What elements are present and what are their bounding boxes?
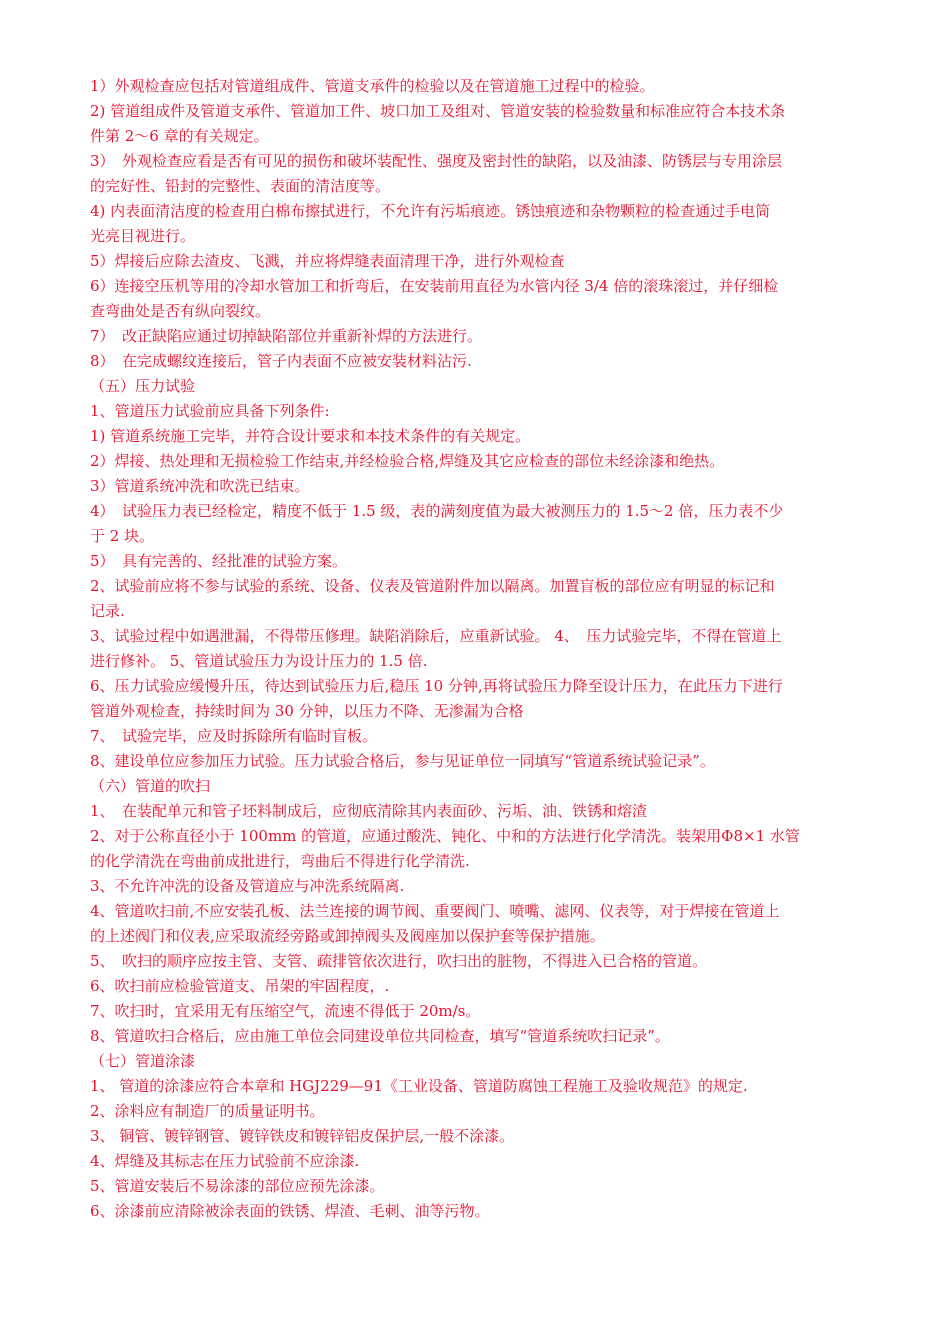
text-line: 6）连接空压机等用的冷却水管加工和折弯后，在安装前用直径为水管内径 3/4 倍的滚珠滚过，并仔细检 — [90, 277, 779, 295]
text-line: 2、对于公称直径小于 100mm 的管道，应通过酸洗、钝化、中和的方法进行化学清洗。装架用Φ8×1 水管 — [90, 827, 800, 845]
text-line: 6、压力试验应缓慢升压，待达到试验压力后,稳压 10 分钟,再将试验压力降至设计压力，在此压力下进行 — [90, 677, 783, 695]
text-line: 3）管道系统冲洗和吹洗已结束。 — [90, 477, 310, 495]
text-line: 1) 管道系统施工完毕，并符合设计要求和本技术条件的有关规定。 — [90, 427, 531, 445]
text-line: 4) 内表面清洁度的检查用白棉布擦拭进行，不允许有污垢痕迹。锈蚀痕迹和杂物颗粒的检查通过手电筒 — [90, 202, 771, 220]
text-line: 1、管道压力试验前应具备下列条件: — [90, 402, 330, 420]
text-line: （五）压力试验 — [90, 377, 196, 395]
text-line: 件第 2～6 章的有关规定。 — [90, 127, 269, 145]
text-line: 5、 吹扫的顺序应按主管、支管、疏排管依次进行，吹扫出的脏物，不得进入已合格的管道。 — [90, 952, 708, 970]
text-line: 7） 改正缺陷应通过切掉缺陷部位并重新补焊的方法进行。 — [90, 327, 483, 345]
text-line: 于 2 块。 — [90, 527, 155, 545]
text-line: 的上述阀门和仪表,应采取流经旁路或卸掉阀头及阀座加以保护套等保护措施。 — [90, 927, 605, 945]
text-line: 3、试验过程中如遇泄漏，不得带压修理。缺陷消除后，应重新试验。 4、 压力试验完毕，不得在管道上 — [90, 627, 782, 645]
text-line: 4、管道吹扫前,不应安装孔板、法兰连接的调节阀、重要阀门、喷嘴、滤网、仪表等，对于焊接在管道上 — [90, 902, 780, 920]
text-line: 5）焊接后应除去渣皮、飞溅，并应将焊缝表面清理干净，进行外观检查 — [90, 252, 565, 270]
text-line: 查弯曲处是否有纵向裂纹。 — [90, 302, 271, 320]
text-line: 2、涂料应有制造厂的质量证明书。 — [90, 1102, 325, 1120]
text-line: 1、 管道的涂漆应符合本章和 HGJ229—91《工业设备、管道防腐蚀工程施工及验收规范》的规定. — [90, 1077, 748, 1095]
document-body — [90, 74, 865, 1224]
text-line: 4） 试验压力表已经检定，精度不低于 1.5 级，表的满刻度值为最大被测压力的 1.5～2 倍，压力表不少 — [90, 502, 784, 520]
text-line: 8、管道吹扫合格后，应由施工单位会同建设单位共同检查，填写“管道系统吹扫记录”。 — [90, 1027, 670, 1045]
text-line: 1、 在装配单元和管子坯料制成后，应彻底清除其内表面砂、污垢、油、铁锈和熔渣 — [90, 802, 648, 820]
text-line: 2) 管道组成件及管道支承件、管道加工件、坡口加工及组对、管道安装的检验数量和标准应符合本技术条 — [90, 102, 786, 120]
text-line: 7、吹扫时，宜采用无有压缩空气，流速不得低于 20m/s。 — [90, 1002, 481, 1020]
text-line: 的完好性、铅封的完整性、表面的清洁度等。 — [90, 177, 391, 195]
text-line: 光亮目视进行。 — [90, 227, 196, 245]
text-line: 的化学清洗在弯曲前成批进行，弯曲后不得进行化学清洗. — [90, 852, 470, 870]
text-line: 7、 试验完毕，应及时拆除所有临时盲板。 — [90, 727, 378, 745]
text-line: 进行修补。 5、管道试验压力为设计压力的 1.5 倍. — [90, 652, 428, 670]
text-line: （六）管道的吹扫 — [90, 777, 211, 795]
text-line: 管道外观检查，持续时间为 30 分钟，以压力不降、无渗漏为合格 — [90, 702, 524, 720]
text-line: （七）管道涂漆 — [90, 1052, 196, 1070]
text-line: 6、吹扫前应检验管道支、吊架的牢固程度，. — [90, 977, 390, 995]
text-line: 5、管道安装后不易涂漆的部位应预先涂漆。 — [90, 1177, 385, 1195]
text-line: 8） 在完成螺纹连接后，管子内表面不应被安装材料沾污. — [90, 352, 472, 370]
text-line: 4、焊缝及其标志在压力试验前不应涂漆. — [90, 1152, 360, 1170]
text-line: 5） 具有完善的、经批准的试验方案。 — [90, 552, 348, 570]
text-line: 记录. — [90, 602, 125, 620]
text-line: 3、 铜管、镀锌钢管、镀锌铁皮和镀锌铝皮保护层,一般不涂漆。 — [90, 1127, 515, 1145]
text-line: 2、试验前应将不参与试验的系统、设备、仪表及管道附件加以隔离。加置盲板的部位应有明显的标记和 — [90, 577, 775, 595]
text-line: 1）外观检查应包括对管道组成件、管道支承件的检验以及在管道施工过程中的检验。 — [90, 77, 655, 95]
text-line: 2）焊接、热处理和无损检验工作结束,并经检验合格,焊缝及其它应检查的部位未经涂漆和绝热。 — [90, 452, 725, 470]
text-line: 8、建设单位应参加压力试验。压力试验合格后，参与见证单位一同填写“管道系统试验记录”。 — [90, 752, 715, 770]
text-line: 3、不允许冲洗的设备及管道应与冲洗系统隔离. — [90, 877, 405, 895]
text-line: 3） 外观检查应看是否有可见的损伤和破坏装配性、强度及密封性的缺陷，以及油漆、防锈层与专用涂层 — [90, 152, 783, 170]
text-line: 6、涂漆前应清除被涂表面的铁锈、焊渣、毛刺、油等污物。 — [90, 1202, 490, 1220]
